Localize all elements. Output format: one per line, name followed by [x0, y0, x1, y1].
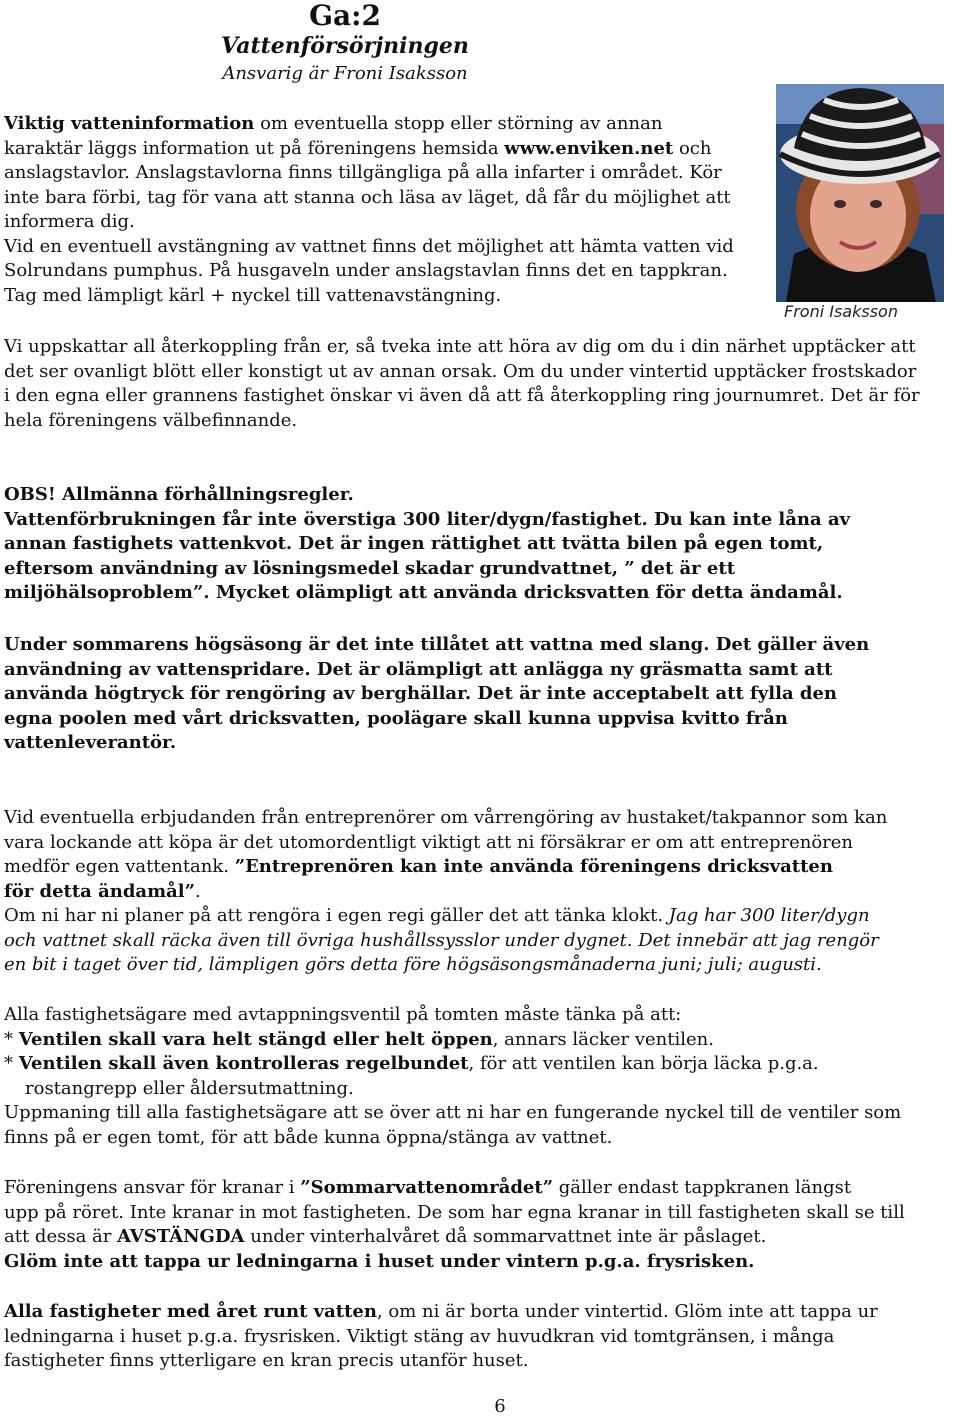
- page-subtitle: Vattenförsörjningen: [221, 33, 469, 59]
- responsible-person: Ansvarig är Froni Isaksson: [222, 63, 468, 84]
- rules-text: eftersom användning av lösningsmedel skadar grundvattnet, ” det är ett: [4, 557, 736, 579]
- feedback-text: Vi uppskattar all återkoppling från er, så tveka inte att höra av dig om du i din närhet upptäcker att: [4, 336, 916, 357]
- page-number: 6: [494, 1396, 506, 1417]
- page-title: Ga:2: [309, 0, 381, 32]
- taps-paragraph: [4, 1176, 905, 1274]
- rules-text: annan fastighets vattenkvot. Det är ingen rättighet att tvätta bilen på egen tomt,: [4, 533, 824, 554]
- feedback-paragraph: [4, 335, 920, 433]
- summer-paragraph: [4, 633, 869, 756]
- bullet-star: *: [4, 1053, 19, 1074]
- roof-paragraph: [4, 806, 887, 978]
- intro-text: karaktär läggs information ut på föreningens hemsida: [4, 137, 505, 159]
- valves-paragraph: [4, 1003, 901, 1150]
- intro-text: Tag med lämpligt kärl + nyckel till vattenavstängning.: [4, 284, 502, 306]
- roof-text: Vid eventuella erbjudanden från entreprenörer om vårrengöring av hustaket/takpannor som kan: [4, 807, 888, 828]
- photo-caption: Froni Isaksson: [784, 302, 898, 321]
- roof-text: Om ni har ni planer på att rengöra i egen regi gäller det att tänka klokt.: [4, 905, 669, 926]
- rules-text: Vattenförbrukningen får inte överstiga 300 liter/dygn/fastighet. Du kan inte låna av: [4, 508, 851, 530]
- intro-heading: Viktig vatteninformation: [4, 113, 255, 134]
- valves-text: rostangrepp eller åldersutmattning.: [25, 1077, 354, 1099]
- valves-text: , för att ventilen kan börja läcka p.g.a.: [468, 1053, 819, 1074]
- bullet-star: *: [4, 1028, 19, 1050]
- feedback-text: hela föreningens välbefinnande.: [4, 409, 298, 431]
- summer-text: Under sommarens högsäsong är det inte tillåtet att vattna med slang. Det gäller även: [4, 634, 870, 655]
- summer-text: användning av vattenspridare. Det är olämpligt att anlägga ny gräsmatta samt att: [4, 658, 833, 680]
- website-link[interactable]: www.enviken.net: [504, 137, 674, 159]
- roof-text: medför egen vattentank.: [4, 856, 235, 877]
- intro-text: Vid en eventuell avstängning av vattnet finns det möjlighet att hämta vatten vid: [4, 235, 734, 257]
- summer-text: egna poolen med vårt dricksvatten, poolägare skall kunna uppvisa kvitto från: [4, 707, 788, 729]
- yearround-emphasis: Alla fastigheter med året runt vatten: [4, 1301, 377, 1322]
- intro-text: och: [673, 137, 712, 159]
- taps-text: gäller endast tappkranen längst: [553, 1177, 852, 1198]
- intro-paragraph: [4, 112, 734, 308]
- portrait-photo: [776, 84, 944, 302]
- roof-italic: en bit i taget över tid, lämpligen görs detta före högsäsongsmånaderna juni; juli; augusti.: [4, 954, 822, 975]
- rules-heading: OBS! Allmänna förhållningsregler.: [4, 484, 354, 505]
- summer-text: använda högtryck för rengöring av berghällar. Det är inte acceptabelt att fylla den: [4, 683, 837, 704]
- valves-text: , annars läcker ventilen.: [492, 1028, 714, 1050]
- intro-text: om eventuella stopp eller störning av annan: [254, 113, 663, 134]
- portrait-illustration: [776, 84, 944, 302]
- roof-emphasis: ”Entreprenören kan inte använda föreningens dricksvatten: [234, 856, 833, 877]
- valves-text: finns på er egen tomt, för att både kunna öppna/stänga av vattnet.: [4, 1126, 613, 1148]
- valves-emphasis: Ventilen skall vara helt stängd eller helt öppen: [18, 1028, 493, 1050]
- roof-text: vara lockande att köpa är det utomordentligt viktigt att ni försäkrar er om att entreprenören: [4, 831, 854, 853]
- taps-emphasis: AVSTÄNGDA: [117, 1226, 245, 1247]
- yearround-paragraph: [4, 1300, 878, 1374]
- roof-italic: och vattnet skall räcka även till övriga hushållssysslor under dygnet. Det innebär att jag rengör: [4, 929, 879, 951]
- taps-text: att dessa är: [4, 1226, 118, 1247]
- intro-text: informera dig.: [4, 211, 135, 232]
- feedback-text: i den egna eller grannens fastighet önskar vi även då att få återkoppling ring journumret. Det är för: [4, 385, 920, 406]
- summer-text: vattenleverantör.: [4, 732, 177, 753]
- feedback-text: det ser ovanligt blött eller konstigt ut av annan orsak. Om du under vintertid upptäcker frostskador: [4, 360, 917, 382]
- intro-text: Solrundans pumphus. På husgaveln under anslagstavlan finns det en tappkran.: [4, 260, 728, 281]
- rules-paragraph: [4, 483, 850, 606]
- taps-text: upp på röret. Inte kranar in mot fastigheten. De som har egna kranar in till fastigheten skall se till: [4, 1201, 905, 1223]
- intro-text: anslagstavlor. Anslagstavlorna finns tillgängliga på alla infarter i området. Kör: [4, 162, 722, 183]
- yearround-text: fastigheter finns ytterligare en kran precis utanför huset.: [4, 1350, 529, 1371]
- intro-text: inte bara förbi, tag för vana att stanna och läsa av läget, då får du möjlighet att: [4, 186, 731, 208]
- yearround-text: ledningarna i huset p.g.a. frysrisken. Viktigt stäng av huvudkran vid tomtgränsen, i många: [4, 1325, 835, 1347]
- rules-text: miljöhälsoproblem”. Mycket olämpligt att använda dricksvatten för detta ändamål.: [4, 582, 843, 603]
- valves-text: Uppmaning till alla fastighetsägare att se över att ni har en fungerande nyckel till de ventiler som: [4, 1102, 902, 1123]
- taps-emphasis: ”Sommarvattenområdet”: [300, 1177, 554, 1198]
- taps-warning: Glöm inte att tappa ur ledningarna i huset under vintern p.g.a. frysrisken.: [4, 1250, 755, 1272]
- roof-italic: Jag har 300 liter/dygn: [668, 905, 870, 926]
- yearround-text: , om ni är borta under vintertid. Glöm inte att tappa ur: [376, 1301, 878, 1322]
- roof-text: .: [195, 880, 201, 902]
- taps-text: Föreningens ansvar för kranar i: [4, 1177, 301, 1198]
- roof-emphasis: för detta ändamål”: [4, 880, 195, 902]
- valves-emphasis: Ventilen skall även kontrolleras regelbundet: [18, 1053, 469, 1074]
- valves-text: Alla fastighetsägare med avtappningsventil på tomten måste tänka på att:: [4, 1004, 682, 1025]
- taps-text: under vinterhalvåret då sommarvattnet inte är påslaget.: [244, 1226, 767, 1247]
